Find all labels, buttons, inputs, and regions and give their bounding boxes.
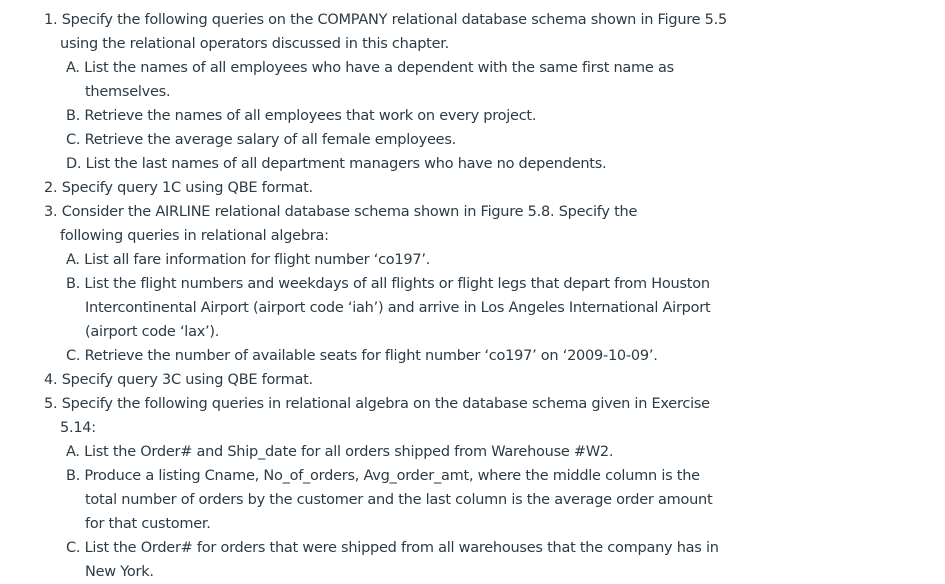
question-number: 4.: [44, 372, 58, 388]
part-text: Retrieve the names of all employees that work on every project.: [84, 108, 537, 124]
question-number: 2.: [44, 180, 58, 196]
part-text: List the names of all employees who have a dependent with the same first name as: [84, 60, 674, 76]
part-text: List the Order# for orders that were shipped from all warehouses that the company has in: [84, 540, 719, 556]
part-text: List the Order# and Ship_date for all orders shipped from Warehouse #W2.: [84, 444, 614, 460]
part-text: List all fare information for flight number ‘co197’.: [84, 252, 431, 268]
question-3-part-b: [66, 272, 710, 296]
part-text-continued: (airport code ‘lax’).: [85, 324, 220, 340]
part-label: B.: [66, 276, 81, 292]
question-text: Specify query 1C using QBE format.: [61, 180, 313, 196]
question-5-part-c: [66, 536, 719, 560]
question-number: 5.: [44, 396, 58, 412]
part-text: List the last names of all department managers who have no dependents.: [85, 156, 607, 172]
question-number: 1.: [44, 12, 58, 28]
question-3-part-c: [66, 344, 658, 368]
question-1-part-b: [66, 104, 536, 128]
part-label: A.: [66, 60, 80, 76]
part-label: C.: [66, 348, 81, 364]
question-number: 3.: [44, 204, 58, 220]
question-text: Specify query 3C using QBE format.: [61, 372, 313, 388]
part-label: C.: [66, 540, 81, 556]
question-3: [44, 200, 637, 224]
question-2: [44, 176, 313, 200]
part-text: Produce a listing Cname, No_of_orders, Avg_order_amt, where the middle column is the: [84, 468, 700, 484]
question-text-continued: following queries in relational algebra:: [60, 228, 329, 244]
part-label: B.: [66, 108, 81, 124]
part-label: C.: [66, 132, 81, 148]
question-1-part-a: [66, 56, 674, 80]
part-label: A.: [66, 252, 80, 268]
question-1-part-d: [66, 152, 606, 176]
part-label: D.: [66, 156, 82, 172]
part-text: Retrieve the average salary of all female employees.: [84, 132, 456, 148]
question-5-part-b: [66, 464, 700, 488]
question-text-continued: 5.14:: [60, 420, 96, 436]
part-label: B.: [66, 468, 81, 484]
question-1-part-c: [66, 128, 456, 152]
question-3-part-a: [66, 248, 430, 272]
question-4: [44, 368, 313, 392]
question-1: [44, 8, 727, 32]
question-text: Specify the following queries in relational algebra on the database schema given in Exercise: [61, 396, 710, 412]
part-text-continued: themselves.: [85, 84, 171, 100]
question-text: Consider the AIRLINE relational database schema shown in Figure 5.8. Specify the: [61, 204, 638, 220]
part-text: Retrieve the number of available seats for flight number ‘co197’ on ‘2009-10-09’.: [84, 348, 658, 364]
part-text: List the flight numbers and weekdays of all flights or flight legs that depart from Houston: [84, 276, 710, 292]
part-text-continued: for that customer.: [85, 516, 211, 532]
part-text-continued: New York.: [85, 564, 154, 580]
part-text-continued: total number of orders by the customer and the last column is the average order amount: [85, 492, 713, 508]
part-label: A.: [66, 444, 80, 460]
question-text: Specify the following queries on the COMPANY relational database schema shown in Figure 5.5: [61, 12, 727, 28]
question-5: [44, 392, 710, 416]
question-5-part-a: [66, 440, 613, 464]
part-text-continued: Intercontinental Airport (airport code ‘iah’) and arrive in Los Angeles International Airport: [85, 300, 711, 316]
question-text-continued: using the relational operators discussed in this chapter.: [60, 36, 450, 52]
